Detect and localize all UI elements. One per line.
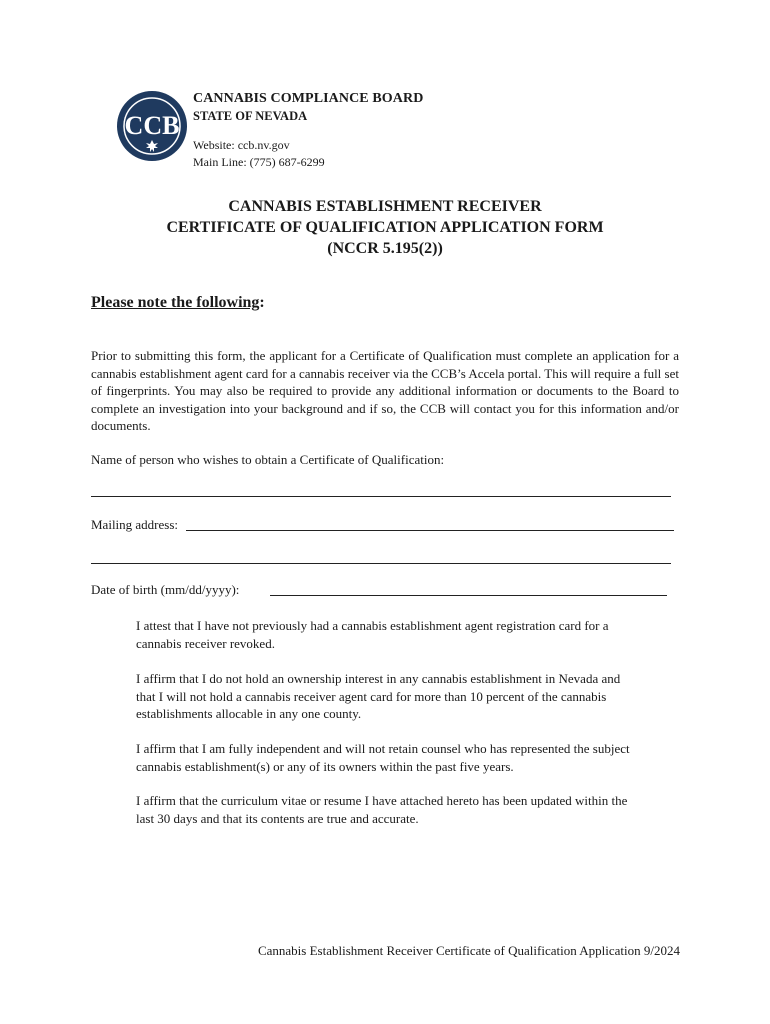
website: Website: ccb.nv.gov (193, 138, 290, 152)
attestation-2: I affirm that I do not hold an ownership interest in any cannabis establishment in Nevada and that I will not hold a cannabis receiver agent card for more than 10 percent of the cannabis establishments allocable in any one county. (136, 671, 621, 721)
org-name: CANNABIS COMPLIANCE BOARD (193, 91, 424, 106)
dob-field[interactable] (270, 595, 667, 596)
mailing-field-line2[interactable] (91, 563, 671, 564)
form-title (0, 196, 770, 259)
dob-label: Date of birth (mm/dd/yyyy): (91, 582, 240, 597)
name-label: Name of person who wishes to obtain a Certificate of Qualification: (91, 452, 445, 467)
org-contact (193, 137, 423, 171)
attestation-3: I affirm that I am fully independent and will not retain counsel who has represented the subject cannabis establishment(s) or any of its owners within the past five years. (136, 741, 630, 774)
mailing-label: Mailing address: (91, 517, 179, 532)
main-line: Main Line: (775) 687-6299 (193, 155, 325, 169)
title-line-1: CANNABIS ESTABLISHMENT RECEIVER (228, 198, 542, 215)
organization-block (193, 90, 423, 171)
note-heading (91, 294, 265, 312)
note-heading-text: Please note the following (91, 294, 260, 311)
org-state: STATE OF NEVADA (193, 109, 308, 123)
mailing-field[interactable] (186, 530, 674, 531)
title-line-2: CERTIFICATE OF QUALIFICATION APPLICATION FORM (166, 219, 604, 236)
name-field[interactable] (91, 496, 671, 497)
footer-text: Cannabis Establishment Receiver Certificate of Qualification Application 9/2024 (257, 943, 680, 958)
attestation-4: I affirm that the curriculum vitae or resume I have attached hereto has been updated within the last 30 days and that its contents are true and accurate. (136, 793, 628, 826)
ccb-logo (116, 90, 188, 162)
note-heading-colon: : (259, 294, 265, 311)
attestation-1: I attest that I have not previously had a cannabis establishment agent registration card for a cannabis receiver revoked. (136, 618, 609, 651)
title-line-3: (NCCR 5.195(2)) (327, 240, 443, 257)
intro-paragraph: Prior to submitting this form, the applicant for a Certificate of Qualification must complete an application for a cannabis establishment agent card for a cannabis receiver via the CCB’s Accela portal. This will require a full set of fingerprints. You may also be required to provide any additional information or documents to the Board to complete an investigation into your background and if so, the CCB will contact you for this information and/or documents. (91, 348, 679, 433)
logo-lettering: CCB (124, 111, 180, 140)
